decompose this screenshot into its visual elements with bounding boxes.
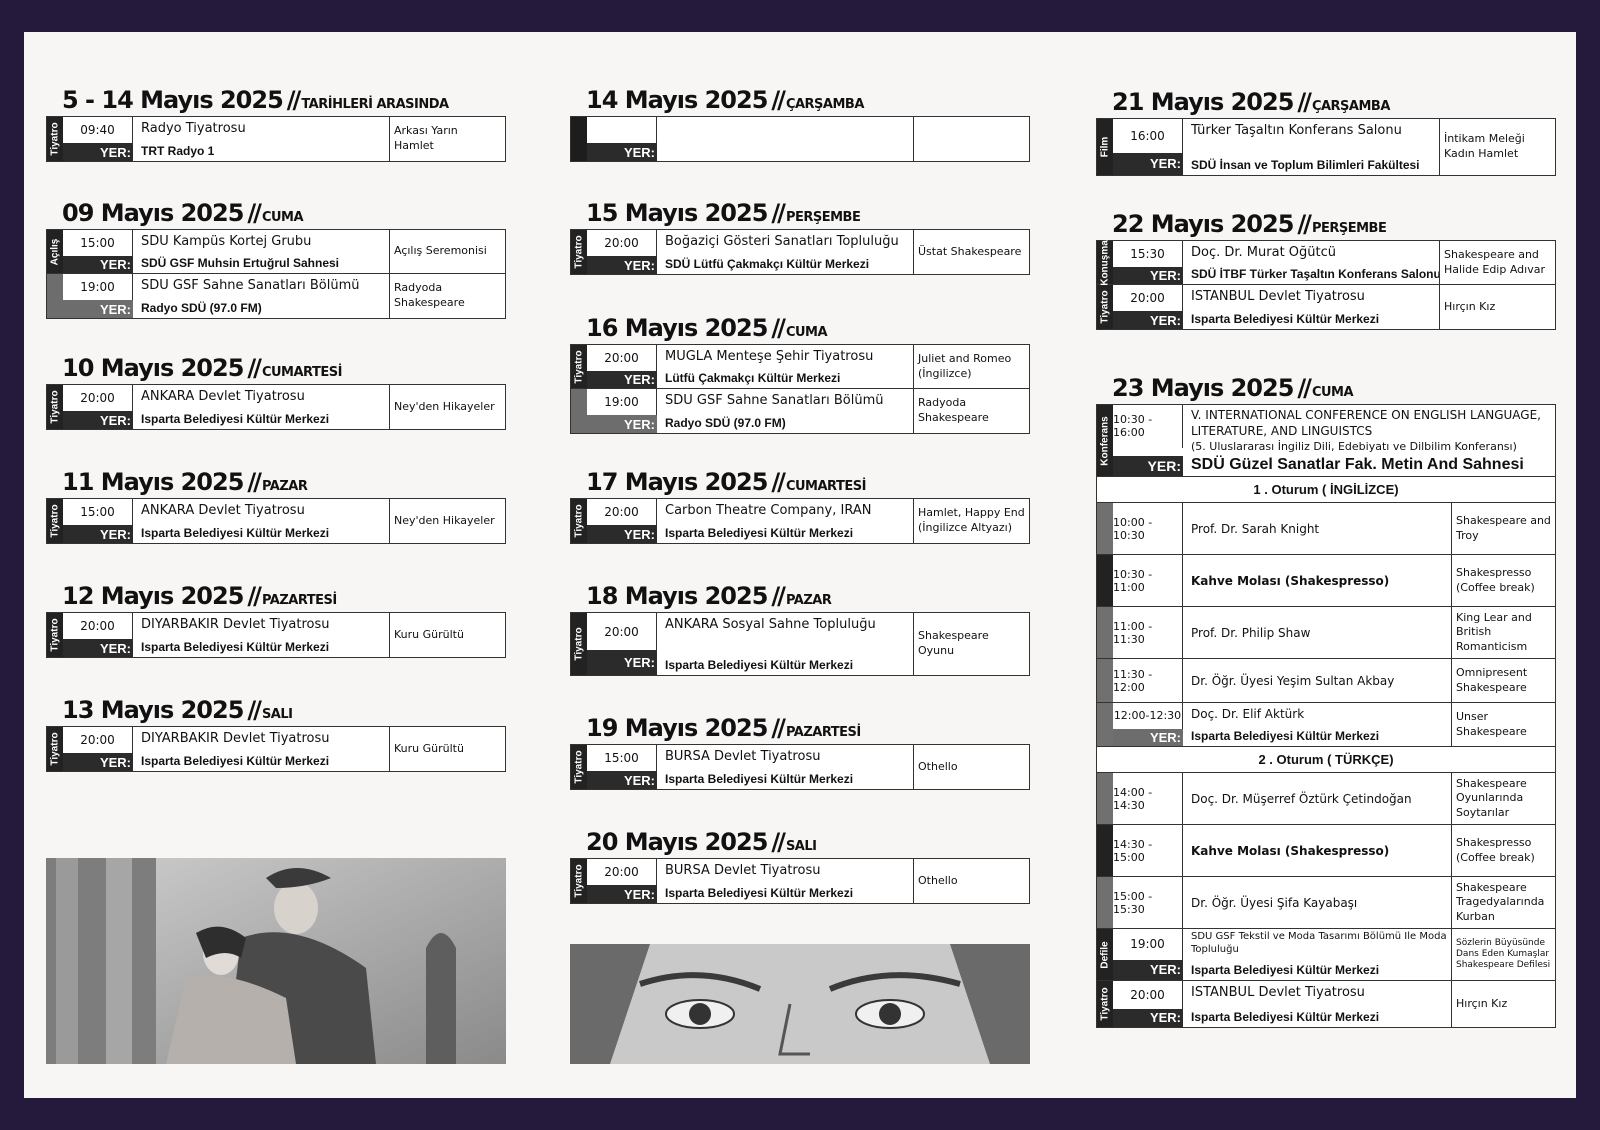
event-table	[570, 612, 1030, 676]
category-tag	[47, 274, 63, 318]
event-time: 20:00	[1113, 285, 1183, 311]
venue-name: Isparta Belediyesi Kültür Merkezi	[1191, 312, 1380, 326]
day-date: 17 Mayıs 2025	[586, 468, 768, 496]
event-row	[47, 613, 505, 657]
event-row	[1097, 241, 1555, 285]
day-weekday: SALI	[261, 707, 293, 722]
day-date: 19 Mayıs 2025	[586, 714, 768, 742]
venue-label: YER:	[63, 300, 133, 318]
talk-title: King Lear and British Romanticism	[1451, 607, 1555, 658]
category-tag	[1097, 405, 1113, 476]
category-label: Tiyatro	[49, 732, 61, 766]
performer: Türker Taşaltın Konferans Salonu	[1191, 123, 1402, 138]
event-row	[47, 230, 505, 274]
date-separator: //	[1297, 374, 1309, 402]
venue-name: Isparta Belediyesi Kültür Merkezi	[1191, 963, 1380, 977]
venue-name: SDÜ İTBF Türker Taşaltın Konferans Salonu	[1191, 267, 1441, 281]
date-separator: //	[247, 582, 259, 610]
date-separator: //	[771, 86, 783, 114]
event-table	[46, 726, 506, 772]
shakespeare-eyes-portrait	[570, 944, 1030, 1064]
row-marker	[1097, 607, 1113, 658]
row-marker	[1097, 503, 1113, 554]
day-header	[586, 314, 827, 342]
play-title: Radyoda Shakespeare	[389, 274, 505, 318]
event-table	[46, 612, 506, 658]
play-title: Othello	[913, 859, 1029, 903]
day-date: 22 Mayıs 2025	[1112, 210, 1294, 238]
day-header	[62, 582, 337, 610]
event-time: 20:00	[63, 727, 133, 753]
venue-name: Isparta Belediyesi Kültür Merkezi	[141, 412, 330, 426]
event-row	[571, 613, 1029, 675]
event-time: 15:00	[587, 745, 657, 771]
venue-name: Lütfü Çakmakçı Kültür Merkezi	[665, 371, 841, 385]
category-label: Tiyatro	[573, 627, 585, 661]
venue-name: Isparta Belediyesi Kültür Merkezi	[665, 658, 854, 672]
day-weekday: CUMARTESİ	[785, 479, 866, 494]
date-separator: //	[771, 714, 783, 742]
performer: DİYARBAKIR Devlet Tiyatrosu	[141, 731, 330, 746]
day-date: 16 Mayıs 2025	[586, 314, 768, 342]
venue-name: SDÜ Güzel Sanatlar Fak. Metin And Sahnesi	[1191, 456, 1524, 473]
date-separator: //	[771, 468, 783, 496]
play-title: Açılış Seremonisi	[389, 230, 505, 273]
talk-title: Unser Shakespeare	[1451, 703, 1555, 746]
day-header	[62, 86, 449, 114]
date-separator: //	[771, 828, 783, 856]
venue-name: Isparta Belediyesi Kültür Merkezi	[1191, 729, 1380, 743]
day-header	[586, 468, 866, 496]
venue-label: YER:	[1113, 729, 1183, 746]
play-title: Ney'den Hikayeler	[389, 385, 505, 429]
play-title: Shakespeare Oyunu	[913, 613, 1029, 675]
event-table	[46, 384, 506, 430]
conference-subtitle: (5. Uluslararası İngiliz Dili, Edebiyatı ve Dilbilim Konferansı)	[1191, 440, 1517, 453]
date-separator: //	[1297, 210, 1309, 238]
venue-label: YER:	[1113, 267, 1183, 284]
event-row	[47, 385, 505, 429]
speaker: Doç. Dr. Elif Aktürk	[1191, 707, 1305, 721]
event-time: 20:00	[587, 345, 657, 371]
day-header	[586, 714, 861, 742]
venue-name: Isparta Belediyesi Kültür Merkezi	[141, 526, 330, 540]
category-label: Tiyatro	[573, 504, 585, 538]
event-row	[571, 745, 1029, 789]
day-date: 21 Mayıs 2025	[1112, 88, 1294, 116]
play-title: Hırçın Kız	[1439, 285, 1555, 329]
venue-label: YER:	[587, 650, 657, 675]
day-header	[62, 199, 303, 227]
category-label: Tiyatro	[573, 235, 585, 269]
column-middle	[570, 32, 1030, 1098]
date-separator: //	[247, 468, 259, 496]
event-table	[46, 498, 506, 544]
category-tag	[571, 389, 587, 433]
speaker: Dr. Öğr. Üyesi Yeşim Sultan Akbay	[1191, 673, 1395, 688]
category-tag	[1097, 119, 1113, 175]
category-label: Tiyatro	[49, 504, 61, 538]
venue-label: YER:	[587, 415, 657, 433]
row-marker	[1097, 773, 1113, 824]
performer: ANKARA Devlet Tiyatrosu	[141, 503, 305, 518]
performer: DİYARBAKIR Devlet Tiyatrosu	[141, 617, 330, 632]
venue-name: Isparta Belediyesi Kültür Merkezi	[665, 526, 854, 540]
event-time: 19:00	[587, 389, 657, 415]
venue-label: YER:	[587, 525, 657, 543]
day-header	[586, 86, 864, 114]
day-date: 14 Mayıs 2025	[586, 86, 768, 114]
speaker: Kahve Molası (Shakespresso)	[1191, 573, 1390, 588]
play-title: Üstat Shakespeare	[913, 230, 1029, 274]
event-time: 20:00	[587, 230, 657, 256]
category-tag	[1097, 981, 1113, 1027]
venue-label: YER:	[587, 771, 657, 789]
category-label: Konferans	[1099, 415, 1111, 466]
event-table	[570, 229, 1030, 275]
day-weekday: PAZAR	[785, 593, 832, 608]
day-header	[1112, 88, 1390, 116]
category-label: Tiyatro	[49, 122, 61, 156]
event-row	[1097, 929, 1555, 981]
category-tag	[571, 230, 587, 274]
date-separator: //	[247, 696, 259, 724]
category-tag	[47, 385, 63, 429]
category-tag	[571, 859, 587, 903]
row-marker	[1097, 659, 1113, 702]
venue-label: YER:	[1113, 1009, 1183, 1027]
day-weekday: TARİHLERİ ARASINDA	[301, 97, 449, 112]
category-tag	[571, 613, 587, 675]
play-title: Kuru Gürültü	[389, 613, 505, 657]
day-header	[62, 468, 307, 496]
venue-label: YER:	[63, 411, 133, 429]
play-title: Othello	[913, 745, 1029, 789]
day-date: 15 Mayıs 2025	[586, 199, 768, 227]
category-label: Tiyatro	[573, 750, 585, 784]
venue-name: SDÜ İnsan ve Toplum Bilimleri Fakültesi	[1191, 158, 1420, 172]
session-header: 1 . Oturum ( İNGİLİZCE)	[1097, 477, 1555, 503]
category-tag	[1097, 929, 1113, 980]
event-row	[571, 859, 1029, 903]
session-row	[1097, 877, 1555, 929]
program-sheet	[24, 32, 1576, 1098]
category-tag	[47, 613, 63, 657]
venue-label: YER:	[63, 753, 133, 771]
event-time: 19:00	[63, 274, 133, 300]
event-time: 15:30	[1113, 241, 1183, 267]
venue-label: YER:	[63, 256, 133, 273]
session-row	[1097, 825, 1555, 877]
event-time: 20:00	[587, 613, 657, 650]
talk-title: Omnipresent Shakespeare	[1451, 659, 1555, 702]
event-table	[570, 344, 1030, 434]
day-weekday: ÇARŞAMBA	[1311, 99, 1390, 114]
performer: SDÜ GSF Tekstil ve Moda Tasarımı Bölümü İle Moda Topluluğu	[1191, 931, 1447, 955]
category-tag	[47, 230, 63, 273]
performer: ANKARA Devlet Tiyatrosu	[141, 389, 305, 404]
session-time: 11:30 - 12:00	[1113, 659, 1183, 702]
event-time: 10:30 - 16:00	[1113, 405, 1183, 448]
performer: BURSA Devlet Tiyatrosu	[665, 863, 821, 878]
date-separator: //	[771, 314, 783, 342]
speaker: Doç. Dr. Müşerref Öztürk Çetindoğan	[1191, 791, 1412, 806]
venue-label: YER:	[63, 525, 133, 543]
event-time: 20:00	[587, 499, 657, 525]
performer: Carbon Theatre Company, İRAN	[665, 503, 872, 518]
venue-label: YER:	[63, 143, 133, 161]
conference-title: V. INTERNATIONAL CONFERENCE ON ENGLISH LANGUAGE, LITERATURE, AND LINGUISTCS	[1191, 408, 1541, 438]
day-weekday: CUMA	[1311, 385, 1354, 400]
venue-name: SDÜ Lütfü Çakmakçı Kültür Merkezi	[665, 257, 870, 271]
day-header	[62, 354, 342, 382]
performer: SDÜ GSF Sahne Sanatları Bölümü	[141, 278, 360, 293]
event-table	[1096, 118, 1556, 176]
category-tag	[1097, 241, 1113, 284]
speaker: Dr. Öğr. Üyesi Şifa Kayabaşı	[1191, 895, 1358, 910]
day-weekday: CUMA	[261, 210, 304, 225]
event-time: 15:00	[63, 499, 133, 525]
date-separator: //	[771, 199, 783, 227]
event-time: 20:00	[1113, 981, 1183, 1009]
category-label: Tiyatro	[573, 864, 585, 898]
play-title: Arkası Yarın Hamlet	[389, 117, 505, 161]
event-row	[571, 230, 1029, 274]
category-label: Tiyatro	[1099, 290, 1111, 324]
venue-label: YER:	[1113, 311, 1183, 329]
day-date: 23 Mayıs 2025	[1112, 374, 1294, 402]
day-weekday: PAZARTESİ	[785, 725, 861, 740]
event-row	[47, 274, 505, 318]
performer: İSTANBUL Devlet Tiyatrosu	[1191, 289, 1365, 304]
speaker: Prof. Dr. Sarah Knight	[1191, 521, 1320, 536]
event-time: 16:00	[1113, 119, 1183, 153]
day-date: 20 Mayıs 2025	[586, 828, 768, 856]
event-row	[1097, 119, 1555, 175]
performer: BURSA Devlet Tiyatrosu	[665, 749, 821, 764]
day-header	[586, 828, 816, 856]
day-header	[1112, 374, 1353, 402]
day-weekday: PERŞEMBE	[785, 210, 861, 225]
session-time: 10:00 - 10:30	[1113, 503, 1183, 554]
venue-label: YER:	[587, 256, 657, 274]
play-title: Juliet and Romeo (İngilizce)	[913, 345, 1029, 388]
venue-name: SDÜ GSF Muhsin Ertuğrul Sahnesi	[141, 256, 340, 270]
event-table	[570, 116, 1030, 162]
category-label: Defile	[1099, 940, 1111, 969]
conference-row	[1097, 405, 1555, 477]
category-tag	[571, 745, 587, 789]
event-row	[571, 499, 1029, 543]
venue-name: Isparta Belediyesi Kültür Merkezi	[1191, 1010, 1380, 1024]
category-label: Tiyatro	[49, 618, 61, 652]
day-weekday: CUMARTESİ	[261, 365, 342, 380]
day-date: 12 Mayıs 2025	[62, 582, 244, 610]
event-table	[570, 498, 1030, 544]
day-header	[1112, 210, 1386, 238]
day-date: 11 Mayıs 2025	[62, 468, 244, 496]
performer: SDÜ Kampüs Kortej Grubu	[141, 234, 312, 249]
session-time: 14:00 - 14:30	[1113, 773, 1183, 824]
play-title: Kuru Gürültü	[389, 727, 505, 771]
venue-label: YER:	[1113, 153, 1183, 175]
event-time: 20:00	[63, 613, 133, 639]
day-header	[586, 582, 831, 610]
talk-title: Shakespeare and Troy	[1451, 503, 1555, 554]
row-marker	[1097, 555, 1113, 606]
column-right	[1096, 32, 1556, 1098]
session-row	[1097, 503, 1555, 555]
event-row	[571, 389, 1029, 433]
category-label: Film	[1099, 136, 1111, 158]
event-table	[46, 116, 506, 162]
event-time: 20:00	[587, 859, 657, 885]
play-title: Sözlerin Büyüsünde Dans Eden Kumaşlar Shakespeare Defilesi	[1451, 929, 1555, 980]
venue-label: YER:	[63, 639, 133, 657]
performer: SDÜ GSF Sahne Sanatları Bölümü	[665, 393, 884, 408]
venue-name: Isparta Belediyesi Kültür Merkezi	[665, 772, 854, 786]
category-tag	[571, 499, 587, 543]
event-row	[47, 499, 505, 543]
day-date: 18 Mayıs 2025	[586, 582, 768, 610]
venue-name: Radyo SDÜ (97.0 FM)	[665, 416, 786, 430]
play-title: Hamlet, Happy End (İngilizce Altyazı)	[913, 499, 1029, 543]
venue-label: YER:	[1113, 456, 1183, 476]
day-date: 13 Mayıs 2025	[62, 696, 244, 724]
play-title	[913, 117, 1029, 161]
conference-table	[1096, 404, 1556, 1028]
date-separator: //	[771, 582, 783, 610]
day-weekday: PERŞEMBE	[1311, 221, 1387, 236]
row-marker	[1097, 877, 1113, 928]
venue-label: YER:	[1113, 960, 1183, 980]
play-title: İntikam Meleği Kadın Hamlet	[1439, 119, 1555, 175]
category-tag	[571, 345, 587, 388]
day-date: 09 Mayıs 2025	[62, 199, 244, 227]
session-time: 14:30 - 15:00	[1113, 825, 1183, 876]
category-tag	[571, 117, 587, 161]
talk-title: Shakespresso (Coffee break)	[1451, 825, 1555, 876]
day-date: 5 - 14 Mayıs 2025	[62, 86, 283, 114]
date-separator: //	[247, 199, 259, 227]
performer: ANKARA Sosyal Sahne Topluluğu	[665, 617, 876, 632]
row-marker	[1097, 825, 1113, 876]
session-row	[1097, 555, 1555, 607]
event-table	[46, 229, 506, 319]
performer: Boğaziçi Gösteri Sanatları Topluluğu	[665, 234, 899, 249]
event-row	[47, 117, 505, 161]
speaker: Kahve Molası (Shakespresso)	[1191, 843, 1390, 858]
date-separator: //	[247, 354, 259, 382]
event-time: 15:00	[63, 230, 133, 256]
venue-label: YER:	[587, 371, 657, 388]
session-time: 11:00 - 11:30	[1113, 607, 1183, 658]
category-tag	[47, 117, 63, 161]
performer: İSTANBUL Devlet Tiyatrosu	[1191, 985, 1365, 1000]
venue-label: YER:	[587, 143, 657, 161]
session-time: 12:00-12:30	[1113, 703, 1183, 729]
session-row	[1097, 659, 1555, 703]
category-label: Tiyatro	[1099, 987, 1111, 1021]
date-separator: //	[286, 86, 299, 114]
day-weekday: PAZAR	[261, 479, 308, 494]
category-label: Tiyatro	[573, 349, 585, 384]
performer: Doç. Dr. Murat Öğütcü	[1191, 245, 1337, 260]
session-header: 2 . Oturum ( TÜRKÇE)	[1097, 747, 1555, 773]
speaker: Prof. Dr. Philip Shaw	[1191, 625, 1311, 640]
venue-label: YER:	[587, 885, 657, 903]
talk-title: Shakespeare Tragedyalarında Kurban	[1451, 877, 1555, 928]
date-separator: //	[1297, 88, 1309, 116]
day-header	[586, 199, 860, 227]
day-weekday: ÇARŞAMBA	[785, 97, 864, 112]
venue-name: Radyo SDÜ (97.0 FM)	[141, 301, 262, 315]
session-row	[1097, 703, 1555, 747]
talk-title: Shakespresso (Coffee break)	[1451, 555, 1555, 606]
row-marker	[1097, 703, 1113, 746]
session-row	[1097, 607, 1555, 659]
day-weekday: CUMA	[785, 325, 828, 340]
category-label: Tiyatro	[49, 390, 61, 424]
session-time: 15:00 - 15:30	[1113, 877, 1183, 928]
session-time: 10:30 - 11:00	[1113, 555, 1183, 606]
event-time: 20:00	[63, 385, 133, 411]
session-row	[1097, 773, 1555, 825]
day-date: 10 Mayıs 2025	[62, 354, 244, 382]
category-label: Açılış	[49, 238, 61, 265]
venue-name: Isparta Belediyesi Kültür Merkezi	[665, 886, 854, 900]
day-weekday: SALI	[785, 839, 817, 854]
play-title: Hırçın Kız	[1451, 981, 1555, 1027]
category-tag	[47, 499, 63, 543]
venue-name: Isparta Belediyesi Kültür Merkezi	[141, 754, 330, 768]
venue-name: TRT Radyo 1	[141, 144, 215, 158]
category-tag	[1097, 285, 1113, 329]
day-header	[62, 696, 292, 724]
event-time: 09:40	[63, 117, 133, 143]
venue-name: Isparta Belediyesi Kültür Merkezi	[141, 640, 330, 654]
event-time	[587, 117, 657, 143]
play-title: Ney'den Hikayeler	[389, 499, 505, 543]
event-row	[571, 117, 1029, 161]
category-tag	[47, 727, 63, 771]
day-weekday: PAZARTESİ	[261, 593, 337, 608]
event-table	[570, 744, 1030, 790]
event-row	[1097, 285, 1555, 329]
event-row	[47, 727, 505, 771]
event-row	[571, 345, 1029, 389]
category-label: Konuşma	[1099, 239, 1111, 286]
event-table	[570, 858, 1030, 904]
romeo-juliet-engraving	[46, 858, 506, 1064]
play-title: Shakespeare and Halide Edip Adıvar	[1439, 241, 1555, 284]
event-row	[1097, 981, 1555, 1027]
performer: MUĞLA Menteşe Şehir Tiyatrosu	[665, 349, 874, 364]
talk-title: Shakespeare Oyunlarında Soytarılar	[1451, 773, 1555, 824]
performer: Radyo Tiyatrosu	[141, 121, 246, 136]
play-title: Radyoda Shakespeare	[913, 389, 1029, 433]
event-table	[1096, 240, 1556, 330]
event-time: 19:00	[1113, 929, 1183, 960]
